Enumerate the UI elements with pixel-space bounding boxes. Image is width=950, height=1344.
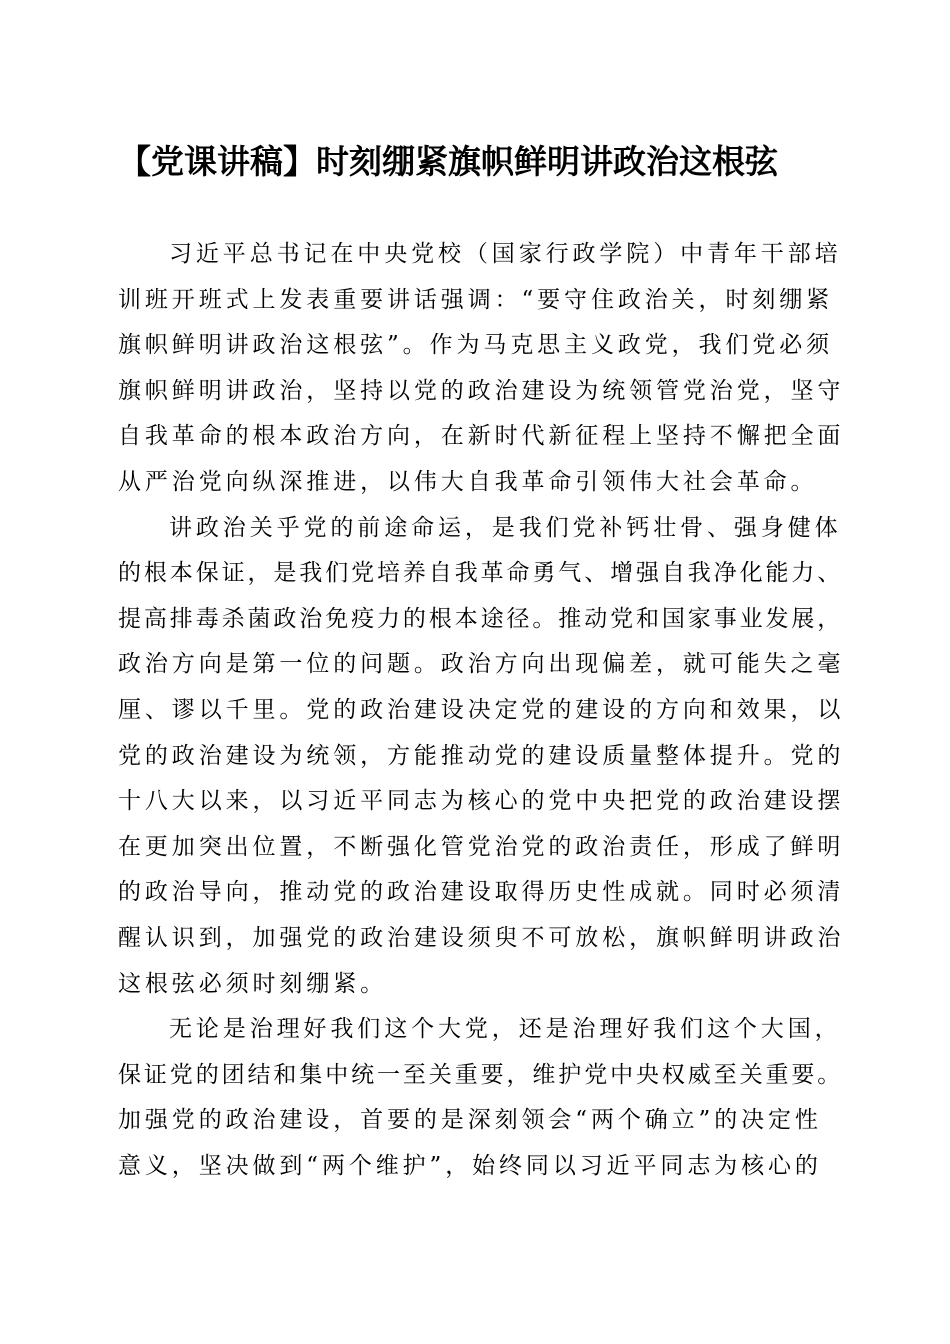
text-line: 提高排毒杀菌政治免疫力的根本途径。推动党和国家事业发展， [118,605,844,632]
text-line: 十八大以来，以习近平同志为核心的党中央把党的政治建设摆 [118,788,845,815]
text-line: 旗帜鲜明讲政治，坚持以党的政治建设为统领管党治党，坚守 [118,377,845,404]
text-line: 厘、谬以千里。党的政治建设决定党的建设的方向和效果，以 [118,696,845,723]
text-line: 的政治导向，推动党的政治建设取得历史性成就。同时必须清 [118,879,845,906]
text-line: 加强党的政治建设，首要的是深刻领会“两个确立”的决定性 [118,1107,822,1134]
text-line: 讲政治关乎党的前途命运，是我们党补钙壮骨、强身健体 [169,514,842,541]
paragraph [118,1007,844,1189]
text-line: 醒认识到，加强党的政治建设须臾不可放松，旗帜鲜明讲政治 [118,924,845,951]
text-line: 自我革命的根本政治方向，在新时代新征程上坚持不懈把全面 [118,423,845,450]
text-line: 训班开班式上发表重要讲话强调：“要守住政治关，时刻绷紧 [118,286,834,313]
text-line: 从严治党向纵深推进，以伟大自我革命引领伟大社会革命。 [118,468,818,495]
text-line: 的根本保证，是我们党培养自我革命勇气、增强自我净化能力、 [118,560,844,587]
text-line: 习近平总书记在中央党校（国家行政学院）中青年干部培 [169,241,842,267]
text-line: 政治方向是第一位的问题。政治方向出现偏差，就可能失之毫 [118,651,845,678]
text-line: 这根弦必须时刻绷紧。 [118,970,387,997]
paragraph [118,506,845,1008]
text-line: 无论是治理好我们这个大党，还是治理好我们这个大国， [169,1016,842,1043]
text-line: 党的政治建设为统领，方能推动党的建设质量整体提升。党的 [118,742,845,769]
paragraph [118,232,845,506]
document-title: 【党课讲稿】时刻绷紧旗帜鲜明讲政治这根弦 [118,142,778,181]
text-line: 旗帜鲜明讲政治这根弦”。作为马克思主义政党，我们党必须 [118,332,834,359]
text-line: 保证党的团结和集中统一至关重要，维护党中央权威至关重要。 [118,1061,844,1088]
text-line: 意义，坚决做到“两个维护”，始终同以习近平同志为核心的 [118,1152,822,1179]
document-body [118,232,845,1189]
text-line: 在更加突出位置，不断强化管党治党的政治责任，形成了鲜明 [118,833,845,860]
